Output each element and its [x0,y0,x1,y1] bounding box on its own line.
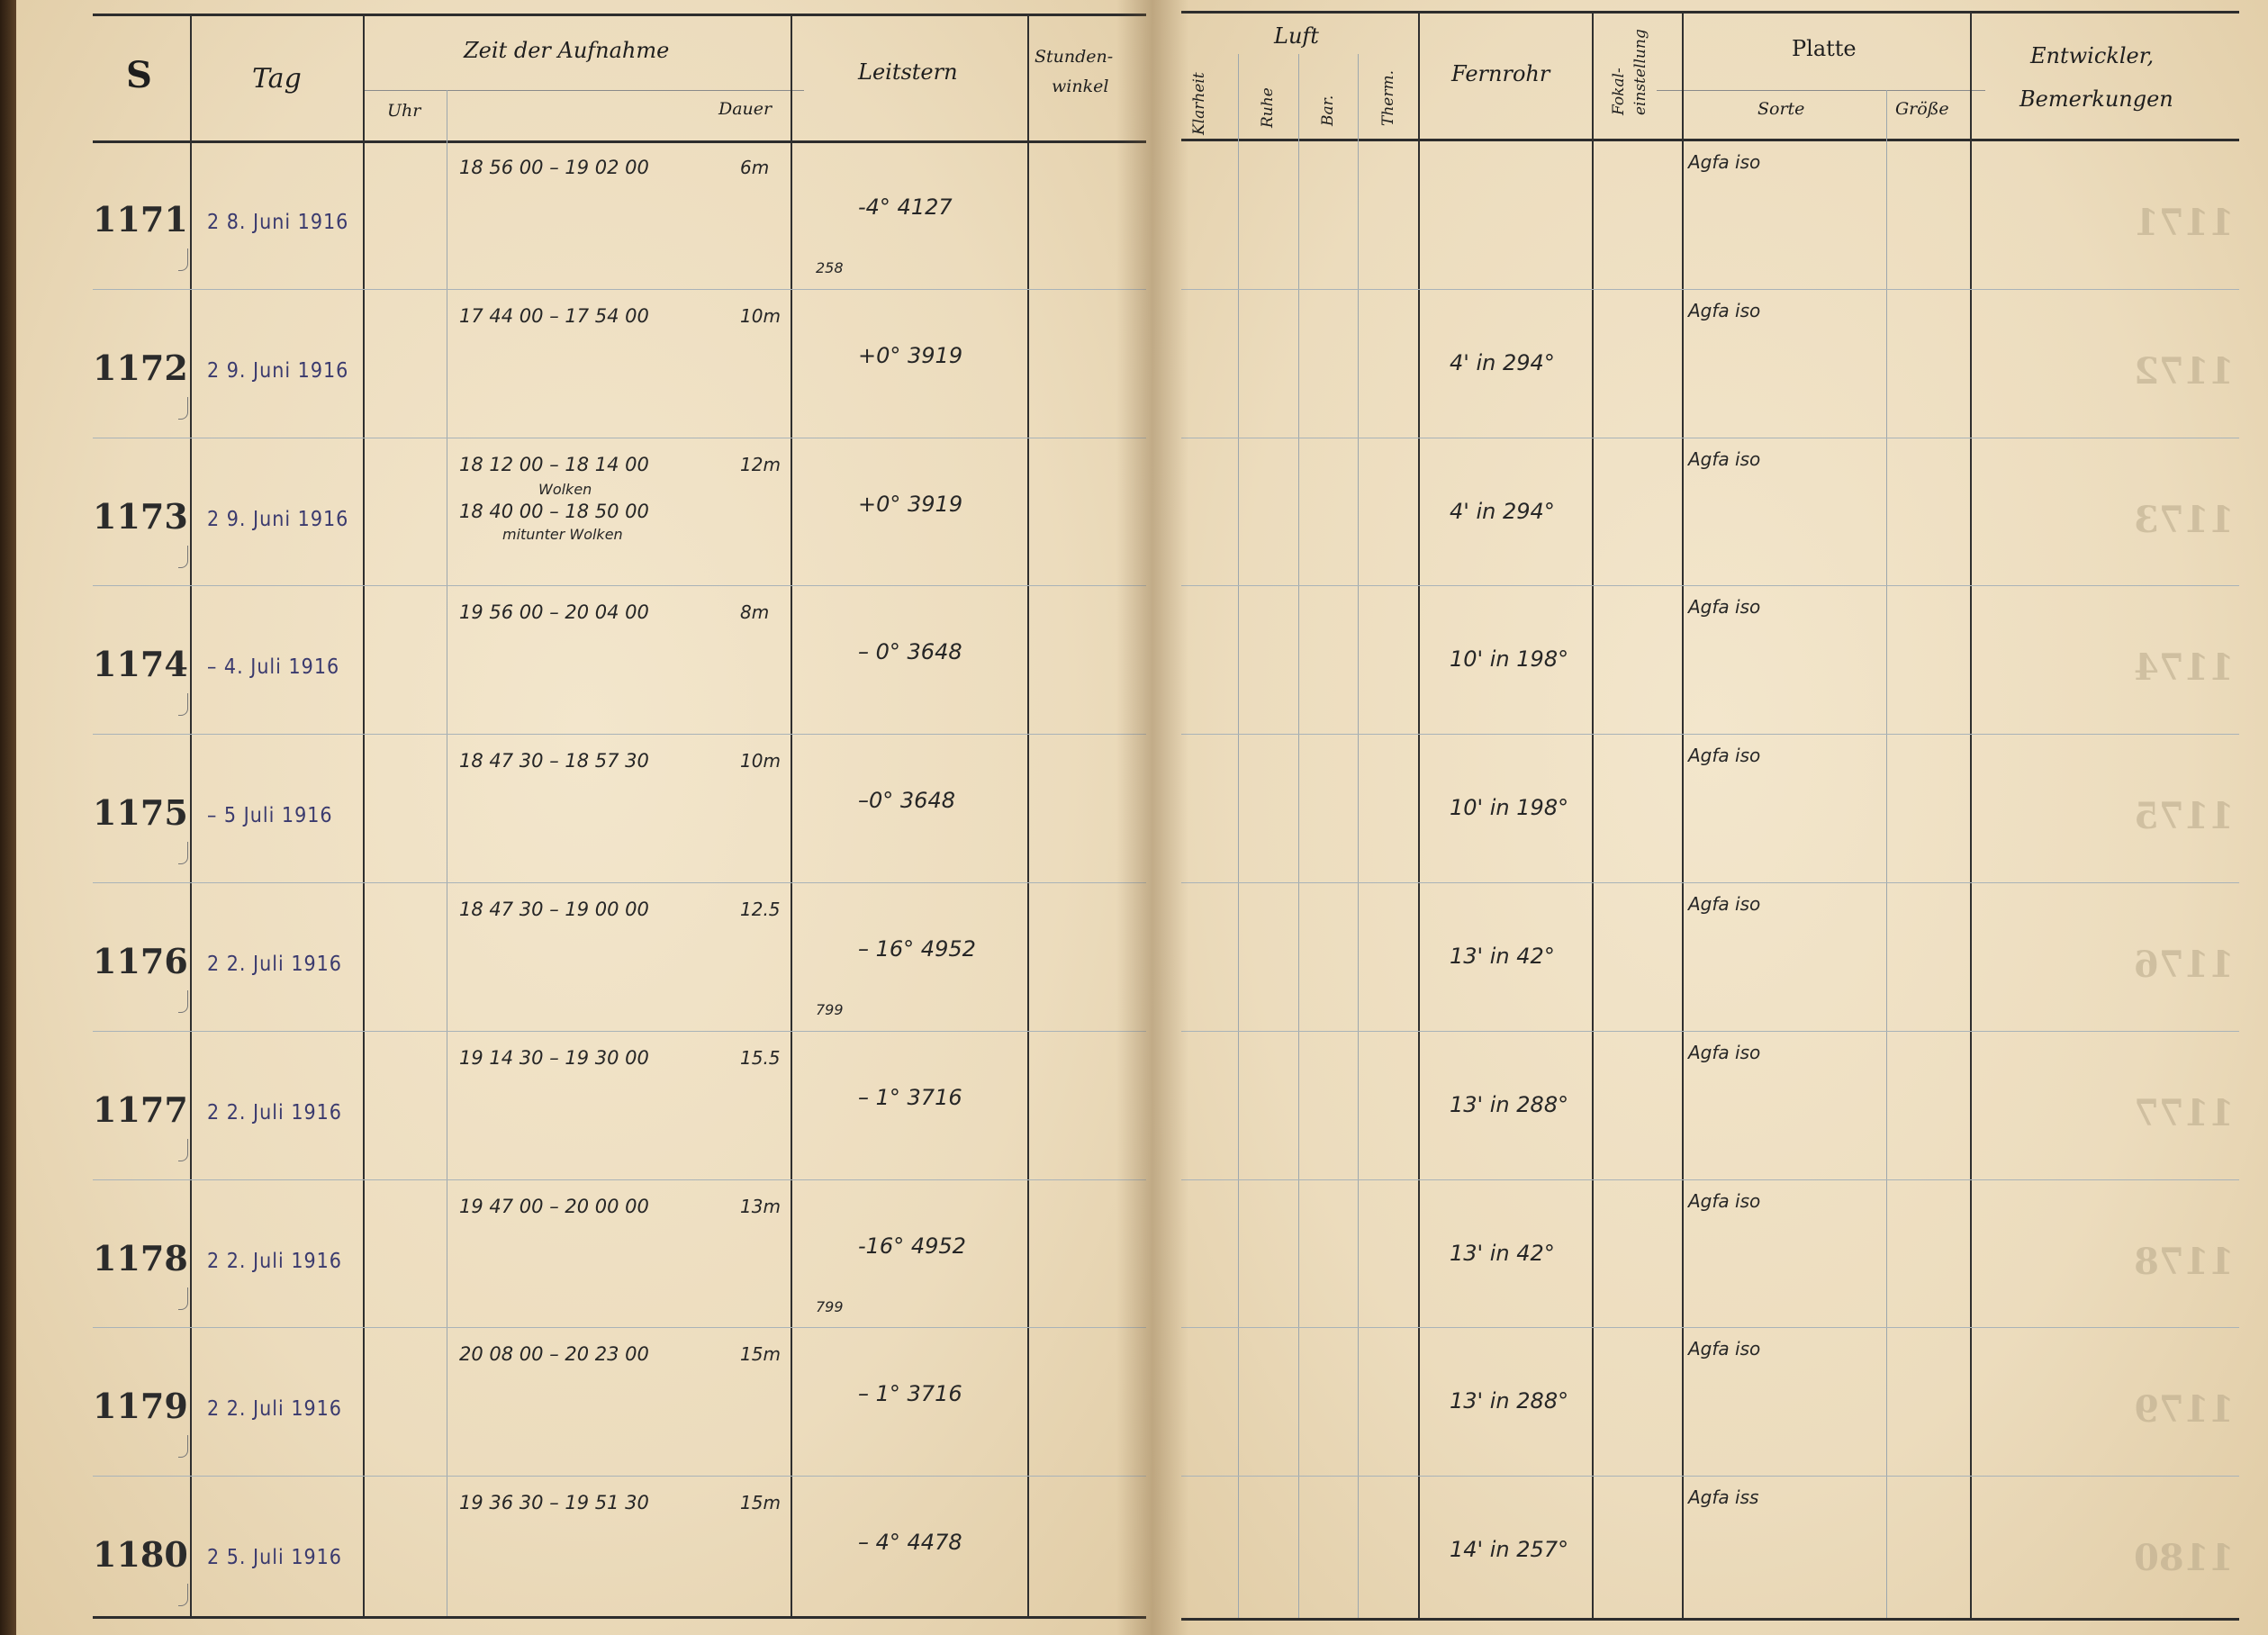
entry-telescope: 14' in 257° [1450,1537,1569,1563]
col-tag-divider [363,14,365,1616]
entry-guide-star: – 16° 4952 [858,936,976,962]
entry-guide-star-note: 799 [816,1297,844,1315]
header-entwickler-1: Entwickler, [2030,43,2155,68]
top-rule-right [1181,11,2239,14]
entry-telescope: 10' in 198° [1450,795,1569,821]
check-mark [178,842,188,864]
entry-number: 1175 [93,792,188,834]
entry-date: 2 2. Juli 1916 [207,1249,342,1273]
entry-number: 1172 [93,347,188,388]
bleed-through-number: 1172 [2134,349,2235,393]
book-gutter [1116,0,1188,1635]
entry-number: 1179 [93,1386,188,1427]
header-therm: Therm. [1379,70,1397,126]
bleed-through-number: 1177 [2134,1091,2235,1134]
entry-time-2-note: mitunter Wolken [502,525,623,543]
col-platte-divider [1970,11,1972,1618]
check-mark [178,693,188,716]
entry-plate-type: Agfa iss [1688,1486,1759,1509]
row-separator [93,1476,1146,1477]
header-s: S [126,54,152,96]
entry-time: 19 56 00 – 20 04 00 [459,601,649,624]
bleed-through-number: 1179 [2134,1388,2235,1432]
entry-plate-type: Agfa iso [1688,1189,1761,1212]
entry-guide-star: – 0° 3648 [858,639,962,665]
entry-plate-type: Agfa iso [1688,299,1761,321]
entry-date: 2 2. Juli 1916 [207,953,342,976]
entry-time: 18 56 00 – 19 02 00 [459,157,649,178]
row-separator [1181,1031,2239,1032]
entry-date: 2 9. Juni 1916 [207,507,349,531]
entry-time: 18 12 00 – 18 14 00 [459,453,649,475]
entry-time: 20 08 00 – 20 23 00 [459,1343,649,1366]
bottom-rule [93,1616,1146,1619]
entry-guide-star: – 4° 4478 [858,1530,962,1556]
entry-date: 2 2. Juli 1916 [207,1100,342,1125]
header-rule-right [1181,139,2239,141]
header-tag: Tag [252,63,302,95]
row-separator [93,289,1146,290]
bleed-through-number: 1175 [2134,795,2235,838]
entry-guide-star: +0° 3919 [858,491,963,517]
header-uhr: Uhr [387,101,421,121]
bleed-through-number: 1180 [2134,1537,2235,1580]
entry-date: 2 2. Juli 1916 [207,1397,342,1422]
col-leitstern-divider [1027,14,1029,1616]
entry-plate-type: Agfa iso [1688,1338,1761,1360]
entry-duration: 12m [740,453,781,475]
col-dauer-divider [791,14,792,1616]
header-entwickler-2: Bemerkungen [2020,86,2173,112]
entry-telescope: 13' in 42° [1450,944,1555,969]
header-dauer: Dauer [718,99,773,119]
entry-guide-star: – 1° 3716 [858,1381,962,1407]
header-luft: Luft [1274,23,1319,49]
header-zeit: Zeit der Aufnahme [464,38,670,63]
entry-telescope: 10' in 198° [1450,646,1569,673]
row-separator [93,734,1146,735]
entry-guide-star-note: 799 [816,1001,844,1018]
entry-telescope: 13' in 288° [1450,1388,1569,1414]
entry-plate-type: Agfa iso [1688,1041,1761,1063]
entry-duration: 10m [740,304,781,327]
header-platte: Platte [1792,36,1857,61]
bleed-through-number: 1173 [2134,498,2235,541]
zeit-sub-rule [363,90,804,91]
header-leitstern: Leitstern [858,59,958,85]
entry-duration: 15m [740,1343,781,1366]
entry-plate-type: Agfa iso [1688,151,1761,173]
entry-time: 19 36 30 – 19 51 30 [459,1492,649,1514]
entry-guide-star: –0° 3648 [858,788,955,814]
entry-time-note: Wolken [538,480,592,498]
row-separator [1181,734,2239,735]
entry-number: 1177 [93,1088,188,1130]
entry-time: 18 47 30 – 19 00 00 [459,899,649,920]
row-separator [1181,882,2239,883]
header-groesse: Größe [1895,99,1949,119]
row-separator [93,882,1146,883]
entry-time: 19 14 30 – 19 30 00 [459,1046,649,1069]
header-bar: Bar. [1319,95,1337,126]
row-separator [1181,1179,2239,1180]
platte-sub-rule [1657,90,1985,91]
check-mark [178,397,188,420]
bottom-rule-right [1181,1618,2239,1621]
entry-telescope: 13' in 288° [1450,1091,1569,1117]
entry-number: 1171 [93,199,188,239]
row-separator [93,1327,1146,1328]
entry-number: 1174 [93,644,188,685]
entry-time-2: 18 40 00 – 18 50 00 [459,500,649,522]
entry-guide-star-note: 258 [816,259,844,276]
header-ruhe: Ruhe [1259,87,1277,128]
row-separator [1181,289,2239,290]
row-separator [1181,1476,2239,1477]
col-luft-divider [1418,11,1420,1618]
check-mark [178,546,188,568]
check-mark [178,1435,188,1458]
header-rule [93,140,1146,143]
entry-telescope: 13' in 42° [1450,1240,1555,1266]
col-fernrohr-divider [1592,11,1594,1618]
entry-duration: 6m [740,157,770,178]
bleed-through-number: 1174 [2134,646,2235,690]
entry-number: 1176 [93,941,188,981]
entry-duration: 15.5 [740,1046,781,1069]
header-stundenwinkel-1: Stunden- [1035,47,1114,67]
entry-guide-star: – 1° 3716 [858,1084,962,1110]
entry-duration: 15m [740,1492,781,1514]
check-mark [178,248,188,271]
col-sorte-divider [1886,90,1887,1618]
entry-plate-type: Agfa iso [1688,447,1761,470]
col-fokal-divider [1682,11,1684,1618]
bleed-through-number: 1176 [2134,944,2235,986]
check-mark [178,990,188,1013]
left-page [16,0,1152,1635]
check-mark [178,1584,188,1606]
header-sorte: Sorte [1757,99,1805,119]
book-spine [0,0,16,1635]
entry-plate-type: Agfa iso [1688,893,1761,915]
header-stundenwinkel-2: winkel [1052,77,1109,96]
entry-date: – 4. Juli 1916 [207,655,340,680]
entry-time: 17 44 00 – 17 54 00 [459,304,649,327]
header-fernrohr: Fernrohr [1451,61,1550,86]
entry-plate-type: Agfa iso [1688,745,1761,767]
check-mark [178,1139,188,1161]
entry-telescope: 4' in 294° [1450,498,1555,524]
bleed-through-number: 1171 [2134,202,2235,244]
entry-plate-type: Agfa iso [1688,596,1761,619]
entry-duration: 10m [740,750,781,772]
entry-time: 19 47 00 – 20 00 00 [459,1195,649,1217]
entry-time: 18 47 30 – 18 57 30 [459,750,649,772]
entry-telescope: 4' in 294° [1450,349,1555,375]
entry-number: 1178 [93,1237,188,1278]
entry-guide-star: -16° 4952 [858,1233,966,1259]
row-separator [93,1031,1146,1032]
entry-duration: 12.5 [740,899,781,920]
entry-date: 2 9. Juni 1916 [207,358,349,383]
header-klarheit: Klarheit [1190,72,1208,135]
header-fokal-1: Fokal- [1610,68,1628,115]
entry-date: 2 5. Juli 1916 [207,1546,342,1570]
entry-date: 2 8. Juni 1916 [207,211,349,234]
entry-date: – 5 Juli 1916 [207,804,333,828]
entry-number: 1173 [93,495,188,537]
right-page [1152,0,2268,1635]
entry-guide-star: -4° 4127 [858,194,953,220]
check-mark [178,1287,188,1310]
bleed-through-number: 1178 [2134,1240,2235,1283]
row-separator [1181,1327,2239,1328]
top-rule [93,14,1146,16]
row-separator [93,1179,1146,1180]
entry-number: 1180 [93,1534,188,1576]
entry-duration: 13m [740,1195,781,1217]
col-s-divider [190,14,192,1616]
entry-duration: 8m [740,601,770,624]
row-separator [93,585,1146,586]
row-separator [1181,585,2239,586]
entry-guide-star: +0° 3919 [858,342,963,368]
header-fokal-2: einstellung [1631,29,1649,115]
